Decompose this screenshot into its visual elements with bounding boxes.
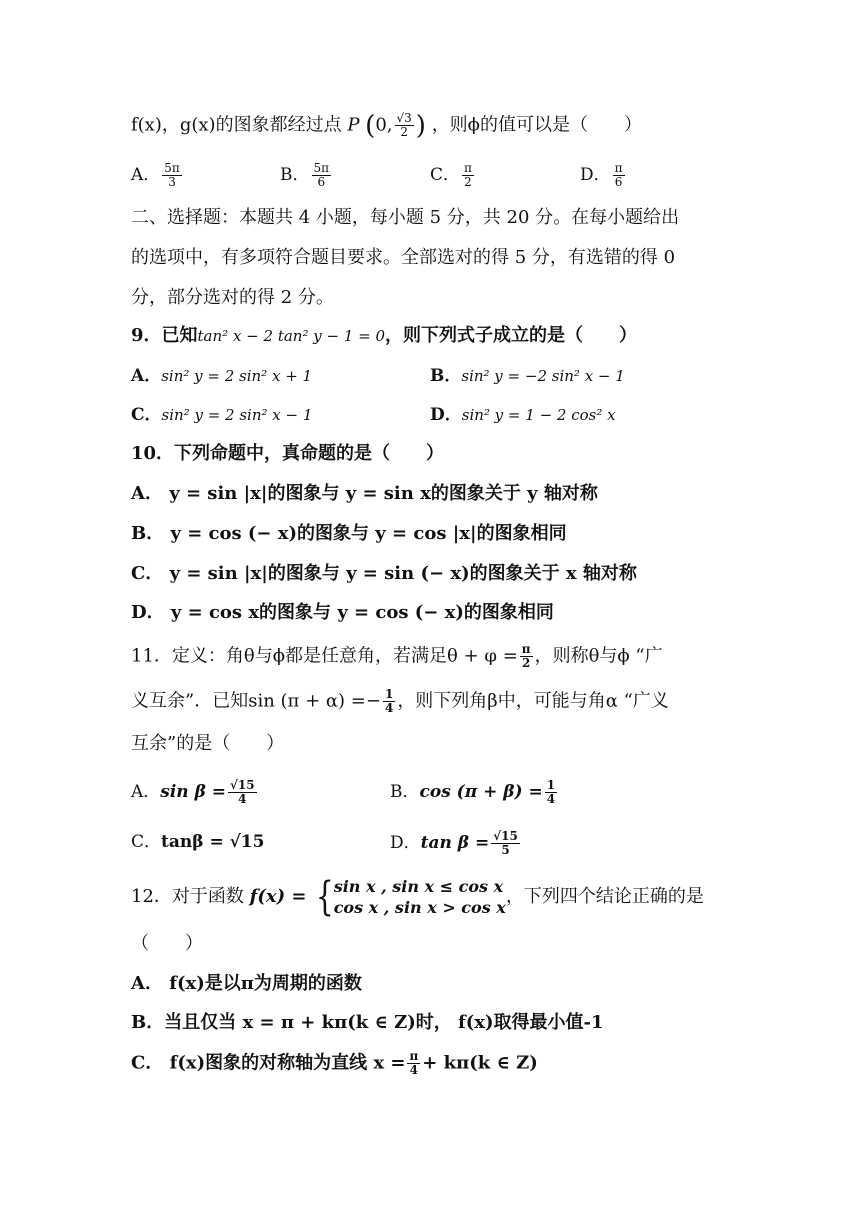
q11-line2-text: 义互余”．已知sin (π + α) =− [131, 690, 381, 712]
q11-a-frac [228, 779, 257, 806]
q11-option-c [131, 830, 264, 854]
q11-line2-den: 4 [384, 701, 394, 715]
q11-c-expr: tanβ = √15 [161, 832, 265, 852]
q8-point-label: P [347, 114, 360, 136]
q9-c-label: C． [131, 405, 162, 425]
q12-option-c [131, 1050, 538, 1077]
q11-line1 [131, 643, 663, 670]
q11-a-num: √15 [230, 778, 255, 792]
q8-a-frac [162, 162, 182, 189]
q11-b-den: 4 [546, 792, 556, 806]
q12-cases [334, 876, 506, 918]
q9-stem [131, 324, 637, 348]
q8-b-num: 5π [313, 161, 330, 175]
q8-c-num: π [464, 161, 472, 175]
q11-d-frac [491, 830, 520, 857]
q12-c-tail: + kπ(k ∈ Z) [422, 1052, 538, 1074]
q8-option-a [131, 162, 184, 189]
q9-d-expr: sin² y = 1 − 2 cos² x [461, 406, 616, 424]
q8-d-label: D． [580, 165, 611, 185]
q11-d-expr: tan β = [420, 833, 490, 853]
q12-c-den: 4 [409, 1063, 419, 1077]
q8-stem-text: f(x)，g(x)的图象都经过点 [131, 114, 342, 136]
q11-line1-frac [520, 643, 533, 670]
q12-c-text: C． f(x)图象的对称轴为直线 x = [131, 1052, 406, 1074]
q8-b-label: B． [280, 165, 310, 185]
q9-b-label: B． [430, 366, 462, 386]
q8-option-c [430, 162, 476, 189]
q12-stem [131, 876, 704, 918]
q9-option-b [430, 364, 625, 388]
q8-frac-num: √3 [396, 111, 412, 125]
q10-option-d: D． y = cos x的图象与 y = cos (− x)的图象相同 [131, 602, 554, 623]
q12-function: f(x) = [249, 886, 307, 907]
q8-a-num: 5π [164, 161, 180, 175]
q8-fraction [395, 112, 414, 139]
q8-stem [131, 112, 642, 139]
q8-d-den: 6 [614, 175, 623, 189]
q9-d-label: D． [430, 405, 462, 425]
q12-brace: { [316, 874, 334, 920]
q12-paren: （ ） [131, 933, 203, 954]
section2-line1: 二、选择题：本题共 4 小题，每小题 5 分，共 20 分。在每小题给出 [131, 207, 680, 228]
q8-d-frac [613, 162, 625, 189]
q11-option-b [390, 779, 559, 806]
q8-right-paren: ) [415, 110, 426, 141]
q9-c-expr: sin² y = 2 sin² x − 1 [161, 406, 313, 424]
q8-a-label: A． [131, 165, 161, 185]
q12-option-a: A． f(x)是以π为周期的函数 [131, 973, 362, 994]
q8-zero: 0, [375, 114, 393, 136]
q9-option-a [131, 364, 312, 388]
q11-d-num: √15 [493, 829, 518, 843]
q9-stem-post: ，则下列式子成立的是（ ） [385, 325, 638, 346]
q11-b-frac [545, 779, 557, 806]
q8-b-frac [312, 162, 332, 189]
q11-a-expr: sin β = [160, 782, 227, 802]
q8-c-den: 2 [464, 175, 472, 189]
section2-line3: 分，部分选对的得 2 分。 [131, 287, 334, 308]
q11-c-label: C． [131, 832, 162, 852]
q8-option-d [580, 162, 627, 189]
q8-c-label: C． [430, 165, 461, 185]
q11-b-expr: cos (π + β) = [419, 782, 543, 802]
q12-c-frac [407, 1050, 420, 1077]
q9-stem-equation: tan² x − 2 tan² y − 1 = 0 [197, 327, 386, 345]
q11-option-a [131, 779, 259, 806]
q8-c-frac [462, 162, 474, 189]
q11-d-label: D． [390, 833, 421, 853]
q11-line2 [131, 688, 669, 715]
q9-b-expr: sin² y = −2 sin² x − 1 [461, 367, 625, 385]
q12-c-num: π [409, 1049, 419, 1063]
q11-option-d [390, 830, 522, 857]
q11-line1-den: 2 [522, 656, 531, 670]
q8-option-b [280, 162, 333, 189]
q11-line1-num: π [521, 642, 531, 656]
q11-d-den: 5 [501, 843, 510, 857]
q12-case-2: cos x , sin x > cos x [333, 898, 506, 917]
q12-stem-tail: ，下列四个结论正确的是 [505, 886, 704, 907]
q8-stem-tail: ，则ϕ的值可以是（ ） [431, 114, 642, 136]
q10-option-b: B． y = cos (− x)的图象与 y = cos |x|的图象相同 [131, 523, 567, 544]
q8-d-num: π [614, 161, 623, 175]
q9-option-d [430, 403, 616, 427]
q8-a-den: 3 [168, 175, 176, 189]
q11-a-den: 4 [238, 792, 247, 806]
q12-option-b: B．当且仅当 x = π + kπ(k ∈ Z)时， f(x)取得最小值-1 [131, 1012, 604, 1033]
q9-stem-pre: 9．已知 [131, 325, 198, 346]
q10-option-c: C． y = sin |x|的图象与 y = sin (− x)的图象关于 x 轴对称 [131, 563, 637, 584]
q9-option-c [131, 403, 312, 427]
q12-stem-text: 12．对于函数 [131, 886, 244, 907]
q12-case-1: sin x , sin x ≤ cos x [333, 877, 504, 896]
q8-left-paren: ( [365, 110, 376, 141]
q11-b-label: B． [390, 782, 420, 802]
q11-line2-frac [383, 688, 395, 715]
q10-stem: 10．下列命题中，真命题的是（ ） [131, 443, 445, 464]
q11-line3: 互余”的是（ ） [131, 733, 285, 754]
q11-line2-tail: ，则下列角β中，可能与角α “广义 [397, 690, 669, 712]
q11-line2-num: 1 [384, 687, 394, 701]
section2-line2: 的选项中，有多项符合题目要求。全部选对的得 5 分，有选错的得 0 [131, 247, 676, 268]
q8-frac-den: 2 [400, 125, 408, 139]
q11-line1-text: 11．定义：角θ与ϕ都是任意角，若满足θ + φ = [131, 645, 518, 667]
q11-b-num: 1 [546, 778, 556, 792]
q11-line1-tail: ，则称θ与ϕ “广 [534, 645, 663, 667]
q11-a-label: A． [131, 782, 161, 802]
q10-option-a: A． y = sin |x|的图象与 y = sin x的图象关于 y 轴对称 [131, 483, 598, 504]
q8-b-den: 6 [317, 175, 326, 189]
q9-a-expr: sin² y = 2 sin² x + 1 [161, 367, 313, 385]
q9-a-label: A． [131, 366, 162, 386]
